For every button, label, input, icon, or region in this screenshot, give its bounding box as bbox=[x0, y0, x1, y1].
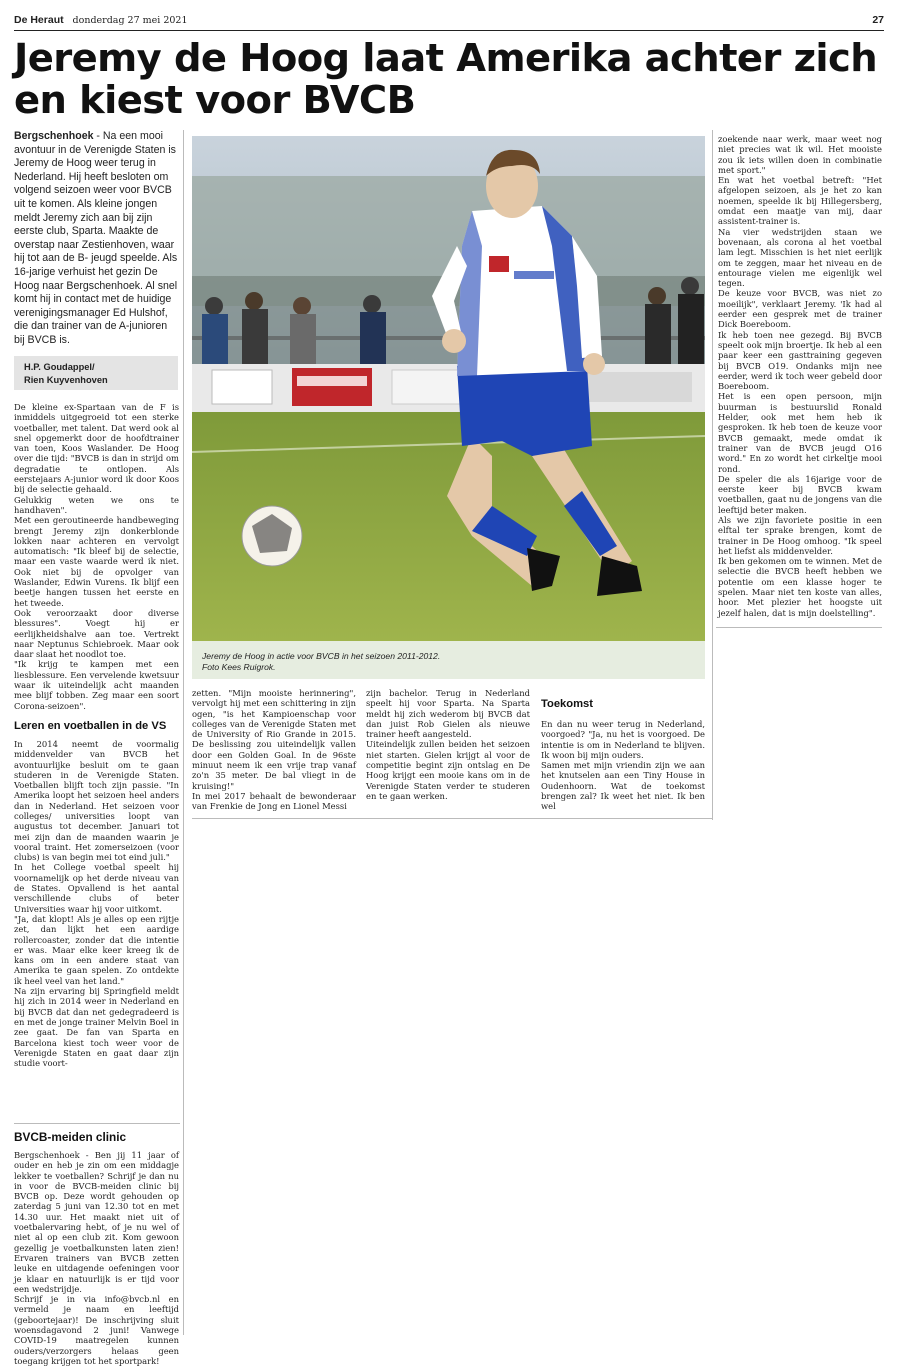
paragraph: Na vier wedstrijden staan we bovenaan, als corona al het voetbal lam legt. Misschien is het niet eerlijk om te zeggen, maar het niveau en de entourage vielen me eigenlijk wel tegen. bbox=[718, 226, 882, 289]
paragraph: In het College voetbal speelt hij voornamelijk op het derde niveau van de States. Opvallend is het aantal verschillende clubs of beter Universities waar hij voor uitkomt. bbox=[14, 862, 179, 914]
paragraph: Na zijn ervaring bij Springfield meldt hij zich in 2014 weer in Nederland en bij BVCB dat dan net gedegradeerd is en met de jonge trainer Melvin Boel in zee gaat. De fan van Sparta en Barcelona kiest toch weer voor de Verenigde Staten en gaat daar zijn studie voort- bbox=[14, 986, 179, 1069]
column-end-rule bbox=[716, 627, 882, 628]
paragraph: De keuze voor BVCB, was niet zo moeilijk", verklaart Jeremy. 'Ik had al eerder een gesprek met de trainer Dick Boereboom. bbox=[718, 288, 882, 330]
article-column-right bbox=[718, 134, 882, 618]
paragraph: Ik ben gekomen om te winnen. Met de selectie die BVCB heeft hebben we potentie om een klasse hoger te spelen. Maar niet ten koste van alles, hoor. Met plezier het hoogste uit jezelf halen, dat is mijn doelstelling". bbox=[718, 556, 882, 618]
paragraph: In mei 2017 behaalt de bewonderaar van Frenkie de Jong en Lionel Messi bbox=[192, 790, 356, 812]
article-end-rule bbox=[192, 818, 712, 819]
column-rule bbox=[183, 130, 184, 1335]
column-rule bbox=[712, 130, 713, 820]
intro-location: Bergschenhoek bbox=[14, 130, 94, 142]
author-line-2: Rien Kuyvenhoven bbox=[24, 375, 108, 385]
football-player-illustration bbox=[192, 136, 705, 641]
article-column-3 bbox=[366, 688, 530, 801]
section-heading-vs: Leren en voetballen in de VS bbox=[14, 719, 167, 732]
author-box bbox=[14, 356, 178, 390]
paragraph: "Ik krijg te kampen met een liesblessure. Een vervelende kwetsuur waar ik uiteindelijk acht maanden mee blijf tobben. Zeg maar een soort Corona-seizoen". bbox=[14, 659, 179, 711]
paragraph: zijn bachelor. Terug in Nederland speelt hij voor Sparta. Na Sparta meldt hij zich wederom bij BVCB dat dan juist Rob Gielen als nieuwe trainer heeft aangesteld. bbox=[366, 688, 530, 740]
author-line-1: H.P. Goudappel/ bbox=[24, 362, 95, 372]
paragraph: De speler die als 16jarige voor de eerste keer bij BVCB kwam voetballen, gaat nu de jongens van die leeftijd beter maken. bbox=[718, 473, 882, 515]
article-photo bbox=[192, 136, 705, 641]
intro-text: - Na een mooi avontuur in de Verenigde Staten is Jeremy de Hoog weer terug in Nederland. Hij heeft besloten om volgend seizoen weer voor BVCB uit te komen. Als kleine jongen meldt Jeremy zich aan bij zijn eerste club, Sparta. Maakte de overstap naar Zestienhoven, waar hij tot aan de B- jeugd speelde. Als 16-jarige verhuist het gezin De Hoog naar Bergschenhoek. Al snel komt hij in contact met de huidige verenigingsmanager Ed Hulshof, die dan trainer van de A-junioren bij BVCB is. bbox=[14, 130, 178, 346]
paragraph: Als we zijn favoriete positie in een elftal ter sprake brengen, komt de trainer in De Hoog omhoog. "Ik speel het liefst als middenvelder. bbox=[718, 514, 882, 556]
paragraph: zetten. "Mijn mooiste herinnering", vervolgt hij met een schittering in zijn ogen, "is het Kampioenschap voor colleges van de Verenigde Staten met de University of Rio Grande in 2015. De beslissing zou uiteindelijk vallen door een Golden Goal. In de 96ste minuut neem ik een vrije trap vanaf zo'n 35 meter. De bal vliegt in de kruising!" bbox=[192, 688, 356, 791]
clinic-heading: BVCB-meiden clinic bbox=[14, 1130, 127, 1144]
paragraph: En wat het voetbal betreft: "Het afgelopen seizoen, als je het zo kan noemen, speelde ik bij Hillegersberg, omdat een maatje van mij, daar assistent-trainer is. bbox=[718, 175, 882, 227]
article-column-2 bbox=[192, 688, 356, 812]
paragraph: "Ja, dat klopt! Als je alles op een rijtje zet, dan lijkt het een aardige rollercoaster, zonder dat die intentie er was. Maar elke keer kreeg ik de kans om in een andere staat van Amerika te gaan spelen. Zo ontdekte ik heel veel van het land." bbox=[14, 913, 179, 986]
issue-date: donderdag 27 mei 2021 bbox=[72, 15, 188, 26]
article-intro bbox=[14, 130, 180, 348]
paragraph: De kleine ex-Spartaan van de F is inmiddels uitgegroeid tot een sterke voetballer, met talent. Dat werd ook al snel opgemerkt door de hoofdtrainer van toen, Koos Waslander. De Hoog over die tijd: "BVCB is dan in strijd om degradatie te ontlopen. Als eerstejaars A-junior word ik door Koos bij de selectie gehaald. bbox=[14, 402, 179, 495]
paragraph: Met een geroutineerde handbeweging brengt Jeremy zijn donkerblonde lokken naar achteren en vervolgt automatisch: "Ik bleef bij de selectie, maar een vaste waarde werd ik niet. Ook niet bij de opvolger van Waslander, Edwin Vurens. Ik blijf een beetje hangen tussen het eerste en het tweede. bbox=[14, 515, 179, 608]
clinic-box bbox=[14, 1131, 179, 1366]
paragraph: zoekende naar werk, maar weet nog niet precies wat ik wil. Het mooiste zou ik iets willen doen in combinatie met sport." bbox=[718, 134, 882, 175]
section-heading-toekomst: Toekomst bbox=[541, 698, 594, 710]
paragraph: Bergschenhoek - Ben jij 11 jaar of ouder en heb je zin om een middagje lekker te voetballen? Schrijf je dan nu in voor de BVCB-meiden clinic bij BVCB op. Deze wordt gehouden op zaterdag 5 juni van 12.30 tot en met 14.30 uur. Het maakt niet uit of voetbalervaring hebt, of je nu wel of niet al op een club zit. Kom gewoon gezellig je voetbalkunsten laten zien! Ervaren trainers van BVCB zetten leuke en uitdagende oefeningen voor je klaar en natuurlijk is er tijd voor een wedstrijdje. bbox=[14, 1150, 179, 1294]
clinic-divider bbox=[14, 1123, 180, 1124]
paragraph: In 2014 neemt de voormalig middenvelder van BVCB het avontuurlijke besluit om te gaan studeren in de Verenigde Staten. Voetballen blijft toch zijn passie. "In Amerika loopt het seizoen heel anders dan in Nederland. Het seizoen voor colleges/ universities loopt van augustus tot december. Januari tot mei zijn dan de maanden waarin je vooral traint. Het zomerseizoen (voor clubs) is van begin mei tot eind juli." bbox=[14, 738, 179, 863]
paragraph: Het is een open persoon, mijn buurman is bestuurslid Ronald Helder, ook met hem heb ik gesproken. Ik heb toen de keuze voor BVCB gemaakt, mede omdat ik trainer van de BVCB jeugd O16 word." En zo wordt het cirkeltje mooi rond. bbox=[718, 391, 882, 474]
caption-line-1: Jeremy de Hoog in actie voor BVCB in het seizoen 2011-2012. bbox=[202, 651, 441, 661]
article-headline: Jeremy de Hoog laat Amerika achter zich en kiest voor BVCB bbox=[14, 36, 878, 123]
article-column-4 bbox=[541, 698, 705, 812]
paragraph: Ik heb toen nee gezegd. Bij BVCB speelt ook mijn broertje. Ik heb al een paar keer een gasttraining gegeven bij BVCB O19. Ondanks mijn nee eerder, werd ik toch weer gebeld door Boereboom. bbox=[718, 329, 882, 392]
publication-name: De Heraut bbox=[14, 14, 64, 26]
paragraph: Uiteindelijk zullen beiden het seizoen niet starten. Gielen krijgt al voor de competitie begint zijn ontslag en De Hoog krijgt een mooie kans om in de Verenigde Staten verder te studeren en te gaan werken. bbox=[366, 739, 530, 801]
caption-line-2: Foto Kees Ruigrok. bbox=[202, 662, 276, 672]
paragraph: Ook veroorzaakt door diverse blessures". Voegt hij er eerlijkheidshalve aan toe. Vertrekt naar Neptunus Schiebroek. Maar ook daar slaat het noodlot toe. bbox=[14, 607, 179, 660]
article-column-left bbox=[14, 402, 179, 1068]
paragraph: Samen met mijn vriendin zijn we aan het knutselen aan een Tiny House in Oudenhoorn. Wat de toekomst brengen zal? Ik weet het niet. Ik ben wel bbox=[541, 760, 705, 812]
paragraph: En dan nu weer terug in Nederland, voorgoed? "Ja, nu het is voorgoed. De intentie is om in Nederland te blijven. Ik woon bij mijn ouders. bbox=[541, 719, 705, 760]
page-number: 27 bbox=[872, 14, 884, 26]
page-header bbox=[14, 14, 884, 31]
paragraph: Gelukkig weten we ons te handhaven". bbox=[14, 494, 179, 515]
photo-caption bbox=[192, 641, 705, 679]
paragraph: Schrijf je in via info@bvcb.nl en vermeld je naam en leeftijd (geboortejaar)! De inschrijving sluit woensdagavond 2 juni! Vanwege COVID-19 maatregelen kunnen ouders/verzorgers helaas geen toegang krijgen tot het sportpark! bbox=[14, 1294, 179, 1366]
